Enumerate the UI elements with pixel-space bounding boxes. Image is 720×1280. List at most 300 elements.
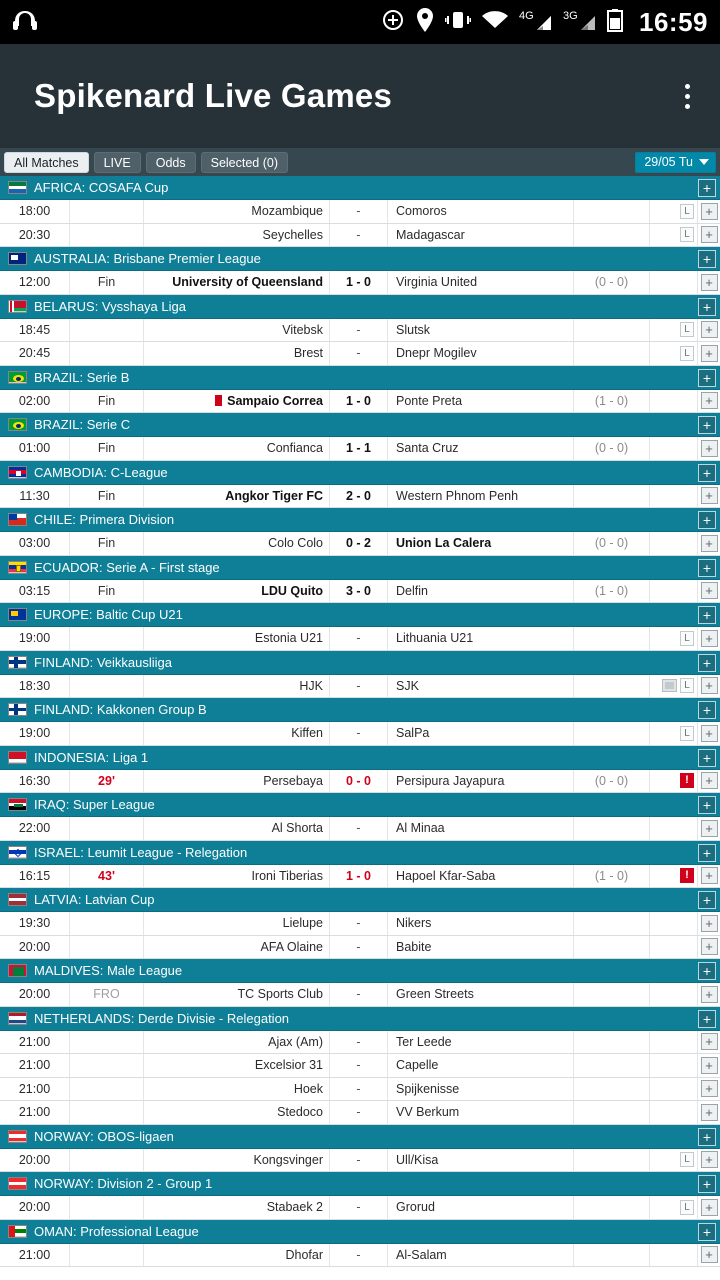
score: 3 - 0	[330, 580, 388, 603]
lineup-badge[interactable]: L	[680, 346, 694, 361]
add-match-cell[interactable]	[698, 627, 720, 650]
flag-icon-brazil	[8, 371, 27, 384]
halftime-score	[574, 200, 650, 223]
add-league-icon[interactable]: +	[698, 844, 716, 862]
halftime-score	[574, 342, 650, 365]
home-team-name: Ajax (Am)	[268, 1034, 323, 1049]
league-name: EUROPE: Baltic Cup U21	[34, 607, 183, 622]
table-row[interactable]	[0, 817, 720, 841]
home-team-name: Estonia U21	[254, 631, 323, 646]
table-row[interactable]	[0, 722, 720, 746]
add-match-icon[interactable]: +	[701, 938, 718, 955]
tab-selected[interactable]: Selected (0)	[201, 152, 288, 173]
away-team-name: Spijkenisse	[396, 1081, 460, 1096]
score: -	[330, 817, 388, 840]
row-badges	[650, 1078, 698, 1101]
add-league-icon[interactable]: +	[698, 298, 716, 316]
away-team-cell	[388, 200, 574, 223]
add-league-icon[interactable]: +	[698, 891, 716, 909]
add-match-icon[interactable]: +	[701, 820, 718, 837]
home-team-cell	[144, 485, 330, 508]
add-match-cell[interactable]	[698, 580, 720, 603]
wifi-icon	[481, 9, 509, 36]
add-match-icon[interactable]: +	[701, 1199, 718, 1216]
halftime-score	[574, 224, 650, 247]
home-team-cell	[144, 319, 330, 342]
add-league-icon[interactable]: +	[698, 962, 716, 980]
away-team-name: Slutsk	[396, 322, 431, 337]
halftime-score: (0 - 0)	[574, 770, 650, 793]
home-team-cell	[144, 437, 330, 460]
away-team-cell	[388, 1244, 574, 1267]
league-name: INDONESIA: Liga 1	[34, 749, 149, 765]
table-row[interactable]	[0, 224, 720, 248]
match-status	[70, 1149, 144, 1172]
table-row[interactable]	[0, 770, 720, 794]
away-team-cell	[388, 319, 574, 342]
row-badges	[650, 865, 698, 888]
add-match-icon[interactable]: +	[701, 1104, 718, 1121]
chevron-down-icon	[699, 159, 709, 165]
row-badges	[650, 342, 698, 365]
date-picker[interactable]	[635, 152, 716, 173]
flag-icon-ecuador	[8, 561, 27, 574]
halftime-score	[574, 675, 650, 698]
add-match-icon[interactable]: +	[701, 986, 718, 1003]
league-header[interactable]	[0, 1220, 720, 1244]
flag-icon-australia	[8, 252, 27, 265]
match-time: 19:30	[0, 912, 70, 935]
match-status	[70, 342, 144, 365]
match-time: 19:00	[0, 722, 70, 745]
row-badges	[650, 936, 698, 959]
add-match-cell[interactable]	[698, 1078, 720, 1101]
away-team-cell	[388, 1101, 574, 1124]
away-team-name: Western Phnom Penh	[396, 488, 519, 503]
home-team-cell	[144, 1031, 330, 1054]
league-header[interactable]	[0, 959, 720, 983]
add-match-icon[interactable]: +	[701, 1151, 718, 1168]
flag-icon-oman	[8, 1225, 27, 1238]
score: -	[330, 722, 388, 745]
match-list[interactable]	[0, 176, 720, 1267]
add-league-icon[interactable]: +	[698, 464, 716, 482]
table-row[interactable]	[0, 1054, 720, 1078]
match-status: Fin	[70, 437, 144, 460]
match-status	[70, 936, 144, 959]
add-match-icon[interactable]: +	[701, 1033, 718, 1050]
home-team-cell	[144, 1149, 330, 1172]
add-match-cell[interactable]	[698, 722, 720, 745]
battery-icon	[607, 8, 623, 37]
league-header[interactable]	[0, 888, 720, 912]
overflow-menu-icon[interactable]	[676, 74, 704, 118]
add-league-icon[interactable]: +	[698, 416, 716, 434]
add-match-icon[interactable]: +	[701, 392, 718, 409]
flag-icon-indonesia	[8, 751, 27, 764]
away-team-cell	[388, 983, 574, 1006]
table-row[interactable]	[0, 319, 720, 343]
away-team-cell	[388, 722, 574, 745]
table-row[interactable]	[0, 271, 720, 295]
away-team-name: Lithuania U21	[396, 631, 474, 646]
flag-icon-netherlands	[8, 1012, 27, 1025]
add-match-icon[interactable]: +	[701, 915, 718, 932]
row-badges	[650, 390, 698, 413]
add-match-cell[interactable]	[698, 865, 720, 888]
home-team-name: AFA Olaine	[260, 939, 323, 954]
table-row[interactable]	[0, 342, 720, 366]
table-row[interactable]	[0, 485, 720, 509]
home-team-cell	[144, 1244, 330, 1267]
add-match-icon[interactable]: +	[701, 1057, 718, 1074]
add-league-icon[interactable]: +	[698, 749, 716, 767]
flag-icon-brazil	[8, 418, 27, 431]
lineup-badge[interactable]: L	[680, 1200, 694, 1215]
league-header[interactable]	[0, 651, 720, 675]
add-league-icon[interactable]: +	[698, 1010, 716, 1028]
table-row[interactable]	[0, 1101, 720, 1125]
league-header[interactable]	[0, 1125, 720, 1149]
table-row[interactable]	[0, 1244, 720, 1268]
add-match-icon[interactable]: +	[701, 1080, 718, 1097]
table-row[interactable]	[0, 675, 720, 699]
tab-live[interactable]: LIVE	[94, 152, 141, 173]
away-team-name: Dnepr Mogilev	[396, 346, 477, 361]
match-status: 29'	[70, 770, 144, 793]
match-time: 20:00	[0, 1196, 70, 1219]
home-team-name: Stabaek 2	[266, 1200, 323, 1215]
flag-icon-iraq	[8, 798, 27, 811]
add-match-cell[interactable]	[698, 770, 720, 793]
away-team-cell	[388, 912, 574, 935]
score: -	[330, 936, 388, 959]
add-league-icon[interactable]: +	[698, 1128, 716, 1146]
add-match-icon[interactable]: +	[701, 321, 718, 338]
away-team-name: SalPa	[396, 726, 430, 741]
table-row[interactable]	[0, 865, 720, 889]
halftime-score	[574, 1149, 650, 1172]
score: 1 - 0	[330, 271, 388, 294]
table-row[interactable]	[0, 627, 720, 651]
away-team-name: Capelle	[396, 1058, 439, 1073]
app-bar	[0, 44, 720, 148]
away-team-name: Virginia United	[396, 275, 478, 290]
table-row[interactable]	[0, 983, 720, 1007]
table-row[interactable]	[0, 532, 720, 556]
add-match-icon[interactable]: +	[701, 725, 718, 742]
table-row[interactable]	[0, 1031, 720, 1055]
league-header[interactable]	[0, 603, 720, 627]
away-team-cell	[388, 580, 574, 603]
alert-badge[interactable]: !	[680, 773, 694, 788]
match-time: 01:00	[0, 437, 70, 460]
row-badges	[650, 319, 698, 342]
add-match-icon[interactable]: +	[701, 203, 718, 220]
league-header[interactable]	[0, 366, 720, 390]
add-league-icon[interactable]: +	[698, 1175, 716, 1193]
table-row[interactable]	[0, 1196, 720, 1220]
table-row[interactable]	[0, 936, 720, 960]
away-team-cell	[388, 271, 574, 294]
away-team-name: Nikers	[396, 916, 432, 931]
match-time: 11:30	[0, 485, 70, 508]
away-team-cell	[388, 224, 574, 247]
halftime-score	[574, 936, 650, 959]
vibrate-icon	[445, 9, 471, 36]
score: -	[330, 224, 388, 247]
add-match-icon[interactable]: +	[701, 440, 718, 457]
home-team-cell	[144, 390, 330, 413]
add-match-cell[interactable]	[698, 1244, 720, 1267]
away-team-name: VV Berkum	[396, 1105, 460, 1120]
table-row[interactable]	[0, 437, 720, 461]
score: -	[330, 1078, 388, 1101]
add-league-icon[interactable]: +	[698, 250, 716, 268]
add-match-cell[interactable]	[698, 200, 720, 223]
score: -	[330, 1244, 388, 1267]
add-match-cell[interactable]	[698, 437, 720, 460]
add-match-cell[interactable]	[698, 675, 720, 698]
away-team-name: Al Minaa	[396, 821, 445, 836]
add-league-icon[interactable]: +	[698, 559, 716, 577]
league-header[interactable]	[0, 1172, 720, 1196]
league-header[interactable]	[0, 698, 720, 722]
row-badges	[650, 675, 698, 698]
add-match-icon[interactable]: +	[701, 582, 718, 599]
add-match-icon[interactable]: +	[701, 630, 718, 647]
away-team-cell	[388, 1196, 574, 1219]
add-match-cell[interactable]	[698, 1149, 720, 1172]
match-status	[70, 1078, 144, 1101]
match-time: 16:15	[0, 865, 70, 888]
add-league-icon[interactable]: +	[698, 606, 716, 624]
league-header[interactable]	[0, 247, 720, 271]
home-team-cell	[144, 1196, 330, 1219]
league-header[interactable]	[0, 295, 720, 319]
away-team-cell	[388, 865, 574, 888]
home-team-name: Excelsior 31	[254, 1058, 323, 1073]
add-match-icon[interactable]: +	[701, 345, 718, 362]
home-team-name: University of Queensland	[172, 275, 323, 290]
svg-text:4G: 4G	[519, 9, 534, 22]
league-name: AFRICA: COSAFA Cup	[34, 180, 169, 195]
score: -	[330, 319, 388, 342]
add-match-icon[interactable]: +	[701, 226, 718, 243]
add-match-cell[interactable]	[698, 532, 720, 555]
add-match-icon[interactable]: +	[701, 772, 718, 789]
away-team-name: Delfin	[396, 583, 428, 598]
row-badges	[650, 627, 698, 650]
away-team-cell	[388, 936, 574, 959]
lineup-badge[interactable]: L	[680, 204, 694, 219]
match-status	[70, 817, 144, 840]
halftime-score	[574, 983, 650, 1006]
league-name: NETHERLANDS: Derde Divisie - Relegation	[34, 1010, 290, 1026]
home-team-cell	[144, 224, 330, 247]
add-league-icon[interactable]: +	[698, 796, 716, 814]
away-team-cell	[388, 675, 574, 698]
home-team-cell	[144, 200, 330, 223]
add-match-cell[interactable]	[698, 1031, 720, 1054]
table-row[interactable]	[0, 1078, 720, 1102]
add-match-cell[interactable]	[698, 224, 720, 247]
away-team-cell	[388, 770, 574, 793]
halftime-score	[574, 722, 650, 745]
add-match-icon[interactable]: +	[701, 487, 718, 504]
tab-odds[interactable]: Odds	[146, 152, 196, 173]
home-team-name: Kongsvinger	[253, 1152, 323, 1167]
league-header[interactable]	[0, 176, 720, 200]
lineup-badge[interactable]: L	[680, 1152, 694, 1167]
league-name: BRAZIL: Serie C	[34, 417, 131, 432]
add-match-cell[interactable]	[698, 912, 720, 935]
lineup-badge[interactable]: L	[680, 726, 694, 741]
page-title: Spikenard Live Games	[34, 77, 392, 114]
row-badges	[650, 1054, 698, 1077]
add-match-icon[interactable]: +	[701, 1246, 718, 1263]
halftime-score	[574, 1078, 650, 1101]
match-status	[70, 224, 144, 247]
score: -	[330, 200, 388, 223]
flag-icon-israel	[8, 846, 27, 859]
row-badges	[650, 532, 698, 555]
halftime-score: (0 - 0)	[574, 271, 650, 294]
match-status	[70, 1196, 144, 1219]
add-match-icon[interactable]: +	[701, 677, 718, 694]
match-time: 20:00	[0, 1149, 70, 1172]
away-team-name: Persipura Jayapura	[396, 773, 505, 788]
add-league-icon[interactable]: +	[698, 369, 716, 387]
tv-badge[interactable]	[662, 679, 677, 692]
table-row[interactable]	[0, 912, 720, 936]
league-header[interactable]	[0, 841, 720, 865]
league-header[interactable]	[0, 1007, 720, 1031]
league-header[interactable]	[0, 556, 720, 580]
match-time: 19:00	[0, 627, 70, 650]
league-name: FINLAND: Veikkausliiga	[34, 654, 172, 670]
add-match-cell[interactable]	[698, 817, 720, 840]
league-name: CAMBODIA: C-League	[34, 464, 168, 480]
alert-badge[interactable]: !	[680, 868, 694, 883]
away-team-name: SJK	[396, 678, 419, 693]
away-team-cell	[388, 1031, 574, 1054]
match-time: 21:00	[0, 1244, 70, 1267]
add-match-cell[interactable]	[698, 342, 720, 365]
score: -	[330, 1149, 388, 1172]
league-name: ISRAEL: Leumit League - Relegation	[34, 844, 248, 860]
flag-icon-europe	[8, 608, 27, 621]
score: -	[330, 627, 388, 650]
league-header[interactable]	[0, 746, 720, 770]
headphones-icon	[12, 9, 38, 36]
match-time: 20:00	[0, 936, 70, 959]
lineup-badge[interactable]: L	[680, 227, 694, 242]
match-time: 18:45	[0, 319, 70, 342]
match-status	[70, 1031, 144, 1054]
league-header[interactable]	[0, 413, 720, 437]
match-status: Fin	[70, 390, 144, 413]
add-match-icon[interactable]: +	[701, 274, 718, 291]
league-header[interactable]	[0, 461, 720, 485]
add-match-cell[interactable]	[698, 983, 720, 1006]
league-header[interactable]	[0, 793, 720, 817]
row-badges	[650, 770, 698, 793]
league-name: MALDIVES: Male League	[34, 963, 183, 978]
home-team-name: Dhofar	[285, 1247, 323, 1262]
add-match-cell[interactable]	[698, 936, 720, 959]
table-row[interactable]	[0, 1149, 720, 1173]
away-team-cell	[388, 1054, 574, 1077]
add-league-icon[interactable]: +	[698, 654, 716, 672]
home-team-cell	[144, 580, 330, 603]
lineup-badge[interactable]: L	[680, 678, 694, 693]
match-status: FRO	[70, 983, 144, 1006]
lineup-badge[interactable]: L	[680, 631, 694, 646]
match-time: 22:00	[0, 817, 70, 840]
home-team-name: LDU Quito	[261, 583, 323, 598]
match-status	[70, 200, 144, 223]
lineup-badge[interactable]: L	[680, 322, 694, 337]
score: 1 - 0	[330, 865, 388, 888]
match-status	[70, 722, 144, 745]
away-team-cell	[388, 817, 574, 840]
score: -	[330, 1054, 388, 1077]
table-row[interactable]	[0, 390, 720, 414]
halftime-score	[574, 1031, 650, 1054]
add-match-cell[interactable]	[698, 485, 720, 508]
match-time: 20:30	[0, 224, 70, 247]
flag-icon-finland	[8, 656, 27, 669]
home-team-cell	[144, 627, 330, 650]
row-badges	[650, 580, 698, 603]
away-team-cell	[388, 485, 574, 508]
add-match-cell[interactable]	[698, 1101, 720, 1124]
league-name: FINLAND: Kakkonen Group B	[34, 702, 207, 717]
score: -	[330, 1101, 388, 1124]
away-team-name: Grorud	[396, 1200, 435, 1215]
tab-all-matches[interactable]: All Matches	[4, 152, 89, 173]
add-match-cell[interactable]	[698, 390, 720, 413]
league-name: IRAQ: Super League	[34, 797, 155, 812]
add-league-icon[interactable]: +	[698, 179, 716, 197]
row-badges	[650, 485, 698, 508]
match-time: 21:00	[0, 1054, 70, 1077]
add-league-icon[interactable]: +	[698, 511, 716, 529]
add-match-cell[interactable]	[698, 319, 720, 342]
home-team-name: Sampaio Correa	[227, 393, 323, 408]
halftime-score	[574, 1244, 650, 1267]
row-badges	[650, 912, 698, 935]
add-match-icon[interactable]: +	[701, 867, 718, 884]
add-league-icon[interactable]: +	[698, 1223, 716, 1241]
away-team-name: Union La Calera	[396, 536, 492, 551]
add-match-cell[interactable]	[698, 1196, 720, 1219]
league-header[interactable]	[0, 508, 720, 532]
table-row[interactable]	[0, 200, 720, 224]
halftime-score: (1 - 0)	[574, 390, 650, 413]
add-match-cell[interactable]	[698, 271, 720, 294]
red-card-icon	[215, 395, 222, 406]
add-match-icon[interactable]: +	[701, 535, 718, 552]
away-team-name: Comoros	[396, 204, 447, 219]
add-match-cell[interactable]	[698, 1054, 720, 1077]
table-row[interactable]	[0, 580, 720, 604]
flag-icon-finland	[8, 703, 27, 716]
row-badges	[650, 1196, 698, 1219]
add-league-icon[interactable]: +	[698, 701, 716, 719]
home-team-cell	[144, 722, 330, 745]
